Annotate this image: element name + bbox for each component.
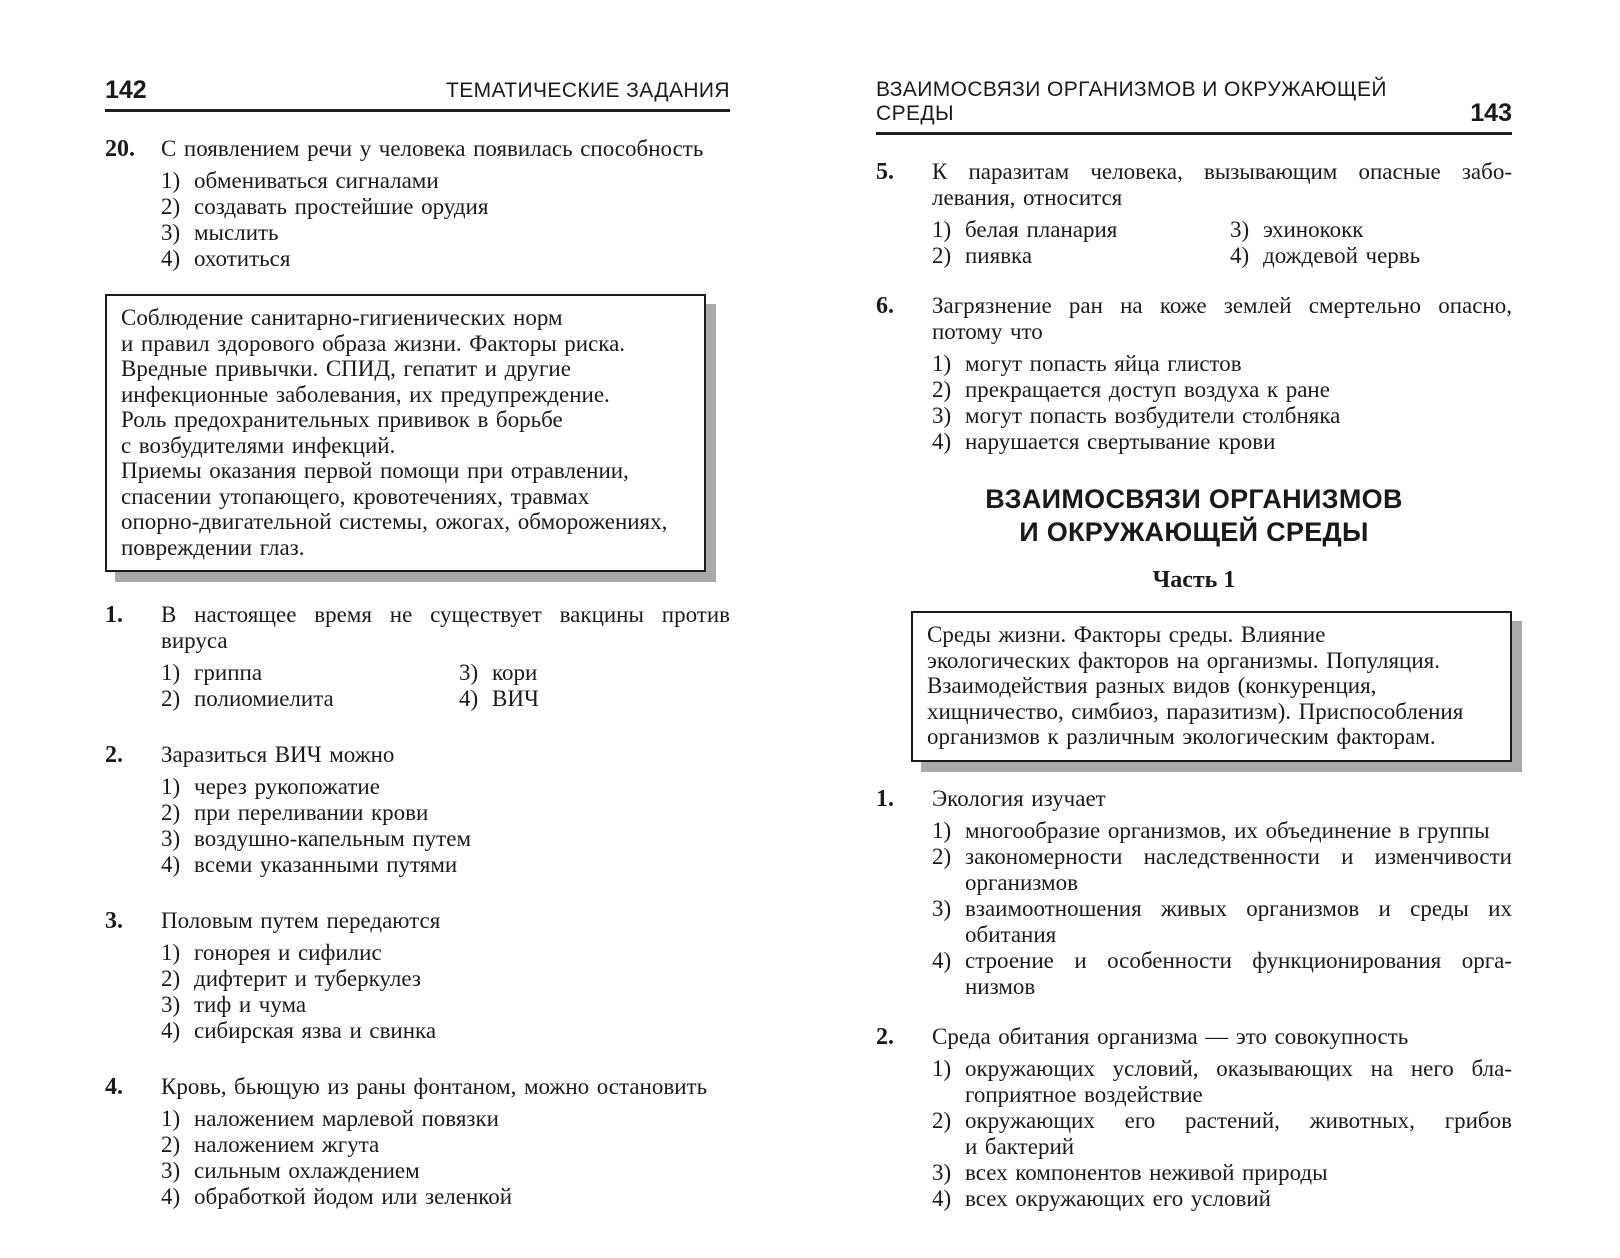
option-1 [161, 1106, 730, 1132]
running-title-left: ТЕМАТИЧЕСКИЕ ЗАДАНИЯ [446, 79, 730, 102]
question-body [161, 742, 730, 878]
options-list [161, 774, 730, 878]
section-title-line: И ОКРУЖАЮЩЕЙ СРЕДЫ [1019, 517, 1369, 547]
question-text-line: левания, относится [932, 185, 1123, 210]
option-4 [161, 1018, 730, 1044]
option-text [492, 686, 730, 712]
page-header-left [105, 78, 730, 112]
program-topics-line: Среды жизни. Факторы среды. Влияние [927, 622, 1326, 647]
option-text-line: при переливании крови [194, 800, 429, 825]
option-text [194, 246, 730, 272]
question-body [932, 1024, 1512, 1212]
page-content-right [876, 159, 1512, 1212]
option-text-line: обмениваться сигналами [194, 168, 439, 193]
option-text-line: многообразие организмов, их объединение в группы [965, 817, 1490, 843]
program-topics-line: с возбудителями инфекций. [121, 432, 396, 458]
question-number: 3. [105, 908, 123, 934]
option-number: 1) [161, 660, 181, 685]
option-number: 2) [161, 800, 181, 825]
option-number: 1) [161, 940, 181, 965]
question-text-line: К паразитам человека, вызывающим опасные забо- [932, 159, 1512, 184]
option-3 [459, 660, 730, 686]
page-number-right: 143 [1470, 99, 1512, 127]
option-number: 3) [932, 1159, 952, 1185]
page-content-left [105, 136, 730, 1210]
option-text [194, 220, 730, 246]
question-2 [876, 1024, 1512, 1212]
option-text-line: сильным охлаждением [194, 1158, 420, 1183]
option-text-line: и бактерий [965, 1133, 1075, 1159]
page-left-142 [105, 0, 730, 1210]
option-text [194, 852, 730, 878]
option-text-line: всех окружающих его условий [965, 1185, 1271, 1211]
option-text-line: полиомиелита [194, 686, 334, 711]
option-number: 3) [932, 895, 952, 921]
question-body [161, 908, 730, 1044]
option-text [965, 1056, 1512, 1108]
option-text-line: пиявка [965, 243, 1033, 268]
question-number: 4. [105, 1074, 123, 1100]
question-2 [105, 742, 730, 878]
question-text [932, 1024, 1512, 1050]
program-topics-line: инфекционные заболевания, их предупреждение. [121, 381, 610, 407]
option-number: 2) [161, 1132, 181, 1157]
option-4 [161, 852, 730, 878]
option-text [965, 1160, 1512, 1186]
option-text-line: ВИЧ [492, 686, 539, 711]
question-text [161, 602, 730, 654]
option-text [1263, 217, 1512, 243]
part-title: Часть 1 [1152, 567, 1236, 593]
option-text [965, 1108, 1512, 1160]
option-number: 1) [161, 774, 181, 799]
question-6 [876, 293, 1512, 455]
option-text-line: дождевой червь [1263, 243, 1421, 268]
option-text-line: нарушается свертывание крови [965, 429, 1276, 454]
question-text [161, 1074, 730, 1100]
question-20 [105, 136, 730, 272]
question-text-line: Заразиться ВИЧ можно [161, 742, 395, 767]
option-2 [161, 1132, 730, 1158]
option-text-line: прекращается доступ воздуха к ране [965, 377, 1330, 402]
options-list [932, 1056, 1512, 1212]
option-text-line: организмов [965, 869, 1078, 895]
program-topics-line: Взаимодействия разных видов (конкуренция, [927, 673, 1377, 698]
option-3 [161, 1158, 730, 1184]
option-2 [932, 1108, 1512, 1160]
option-3 [932, 896, 1512, 948]
program-topics-line: организмов к различным экологическим факторам. [927, 724, 1436, 749]
option-number: 3) [161, 220, 181, 245]
program-topics-line: Соблюдение санитарно-гигиенических норм [121, 305, 563, 330]
option-text [965, 243, 1230, 269]
option-text-line: дифтерит и туберкулез [194, 966, 421, 991]
section-title [876, 483, 1512, 549]
section-title-line: ВЗАИМОСВЯЗИ ОРГАНИЗМОВ [985, 484, 1403, 514]
option-text-line: взаимоотношения живых организмов и среды их [965, 895, 1512, 921]
option-number: 4) [161, 852, 181, 877]
program-topics-line: и правил здорового образа жизни. Факторы риска. [121, 330, 626, 356]
option-text [965, 818, 1512, 844]
program-topics-line: экологических факторов на организмы. Популяция. [927, 647, 1440, 673]
question-body [932, 293, 1512, 455]
option-text-line: мыслить [194, 220, 279, 245]
option-2 [932, 844, 1512, 896]
question-body [932, 159, 1512, 269]
option-text-line: гриппа [194, 660, 263, 685]
option-1 [932, 351, 1512, 377]
question-number: 1. [105, 602, 123, 628]
option-text-line: наложением марлевой повязки [194, 1106, 499, 1131]
option-1 [161, 940, 730, 966]
option-text-line: обработкой йодом или зеленкой [194, 1184, 513, 1209]
option-number: 3) [932, 403, 952, 428]
option-number: 3) [161, 992, 181, 1017]
option-text [1263, 243, 1512, 269]
option-3 [932, 403, 1512, 429]
question-body [161, 602, 730, 712]
option-4 [459, 686, 730, 712]
option-text-line: всеми указанными путями [194, 852, 458, 877]
option-text [194, 1106, 730, 1132]
option-text [194, 826, 730, 852]
option-4 [1230, 243, 1512, 269]
option-number: 4) [161, 246, 181, 271]
page-right-143 [876, 0, 1512, 1212]
option-text-line: охотиться [194, 246, 291, 271]
program-topics-line: повреждении глаз. [121, 534, 305, 560]
options-list [932, 351, 1512, 455]
option-number: 4) [932, 429, 952, 454]
option-2 [161, 966, 730, 992]
option-text-line: гонорея и сифилис [194, 940, 382, 965]
question-4 [105, 1074, 730, 1210]
program-topics-box [911, 611, 1512, 762]
option-text-line: закономерности наследственности и изменчивости [965, 843, 1512, 869]
option-text-line: тиф и чума [194, 992, 307, 1017]
option-number: 4) [932, 947, 952, 973]
question-text-line: Кровь, бьющую из раны фонтаном, можно остановить [161, 1074, 708, 1099]
option-text-line: окружающих его растений, животных, грибов [965, 1107, 1512, 1133]
option-1 [161, 774, 730, 800]
question-number: 20. [105, 136, 135, 162]
option-1 [932, 1056, 1512, 1108]
option-1 [932, 818, 1512, 844]
option-text-line: могут попасть возбудители столбняка [965, 403, 1341, 428]
options-list [161, 940, 730, 1044]
option-text [194, 1132, 730, 1158]
program-topics-line: спасении утопающего, кровотечениях, травмах [121, 483, 590, 509]
option-number: 4) [161, 1184, 181, 1209]
program-topics-line: опорно-двигательной системы, ожогах, обморожениях, [121, 509, 668, 534]
option-4 [161, 246, 730, 272]
options-list [161, 168, 730, 272]
option-number: 2) [932, 843, 952, 869]
page-header-right [876, 78, 1512, 135]
option-2 [161, 686, 459, 712]
option-2 [161, 194, 730, 220]
option-number: 2) [932, 243, 952, 268]
option-3 [161, 220, 730, 246]
options-list [932, 217, 1512, 269]
question-text-line: Половым путем передаются [161, 908, 441, 933]
option-number: 3) [459, 660, 479, 685]
option-1 [932, 217, 1230, 243]
option-number: 1) [932, 1055, 952, 1081]
question-3 [105, 908, 730, 1044]
question-text-line: потому что [932, 319, 1043, 344]
question-1 [876, 786, 1512, 1000]
option-4 [932, 1186, 1512, 1212]
option-number: 1) [932, 817, 952, 843]
option-1 [161, 168, 730, 194]
question-text [161, 908, 730, 934]
question-text-line: Среда обитания организма — это совокупность [932, 1023, 1409, 1049]
option-text [194, 194, 730, 220]
option-text [965, 217, 1230, 243]
option-text-line: могут попасть яйца глистов [965, 351, 1242, 376]
question-number: 5. [876, 159, 894, 185]
question-text-line: Загрязнение ран на коже землей смертельно опасно, [932, 293, 1512, 318]
options-list [161, 1106, 730, 1210]
question-text [932, 786, 1512, 812]
option-number: 4) [161, 1018, 181, 1043]
option-text-line: эхинококк [1263, 217, 1364, 242]
option-text-line: всех компонентов неживой природы [965, 1159, 1328, 1185]
option-text [194, 966, 730, 992]
option-number: 4) [1230, 243, 1250, 268]
option-text-line: кори [492, 660, 538, 685]
option-4 [161, 1184, 730, 1210]
option-2 [161, 800, 730, 826]
question-5 [876, 159, 1512, 269]
option-text-line: белая планария [965, 217, 1118, 242]
program-topics-line: хищничество, симбиоз, паразитизм). Приспособления [927, 698, 1464, 724]
option-text [194, 774, 730, 800]
running-title-right: ВЗАИМОСВЯЗИ ОРГАНИЗМОВ И ОКРУЖАЮЩЕЙ СРЕДЫ [876, 78, 1387, 125]
option-text-line: создавать простейшие орудия [194, 194, 489, 219]
program-topics-box [105, 294, 706, 572]
question-number: 2. [105, 742, 123, 768]
question-text [161, 742, 730, 768]
page-number-left: 142 [105, 76, 147, 104]
option-text [965, 429, 1512, 455]
question-text-line: вируса [161, 628, 228, 653]
option-number: 2) [161, 966, 181, 991]
option-number: 3) [161, 826, 181, 851]
option-number: 3) [1230, 217, 1250, 242]
option-text-line: гоприятное воздействие [965, 1081, 1203, 1107]
question-number: 2. [876, 1023, 894, 1050]
question-text-line: Экология изучает [932, 785, 1106, 811]
question-body [161, 1074, 730, 1210]
option-text [965, 896, 1512, 948]
option-number: 4) [459, 686, 479, 711]
option-text [194, 168, 730, 194]
option-number: 1) [161, 168, 181, 193]
option-text [965, 377, 1512, 403]
question-text [932, 293, 1512, 345]
option-text [194, 940, 730, 966]
option-text [965, 403, 1512, 429]
question-text [161, 136, 730, 162]
question-text-line: С появлением речи у человека появилась способность [161, 136, 704, 161]
option-number: 1) [932, 351, 952, 376]
option-text [194, 1018, 730, 1044]
option-text [965, 948, 1512, 1000]
option-3 [161, 992, 730, 1018]
option-3 [1230, 217, 1512, 243]
option-text-line: низмов [965, 973, 1036, 999]
option-text [194, 660, 459, 686]
question-1 [105, 602, 730, 712]
option-number: 1) [161, 1106, 181, 1131]
question-body [161, 136, 730, 272]
option-text [965, 351, 1512, 377]
program-topics-line: Вредные привычки. СПИД, гепатит и другие [121, 356, 571, 381]
option-text-line: наложением жгута [194, 1132, 380, 1157]
option-number: 2) [161, 686, 181, 711]
question-text-line: В настоящее время не существует вакцины против [161, 602, 730, 627]
option-text-line: воздушно-капельным путем [194, 826, 471, 851]
program-topics-line: Роль предохранительных прививок в борьбе [121, 407, 563, 432]
option-text [965, 1186, 1512, 1212]
option-2 [932, 377, 1512, 403]
option-number: 3) [161, 1158, 181, 1183]
option-text-line: сибирская язва и свинка [194, 1018, 437, 1043]
option-text [194, 1184, 730, 1210]
option-text-line: через рукопожатие [194, 774, 380, 799]
option-number: 2) [161, 194, 181, 219]
option-3 [932, 1160, 1512, 1186]
option-text [492, 660, 730, 686]
question-text [932, 159, 1512, 211]
option-4 [932, 429, 1512, 455]
option-number: 2) [932, 377, 952, 402]
program-topics-line: Приемы оказания первой помощи при отравлении, [121, 458, 629, 483]
option-number: 1) [932, 217, 952, 242]
option-number: 2) [932, 1107, 952, 1133]
option-1 [161, 660, 459, 686]
option-text-line: строение и особенности функционирования орга- [965, 947, 1512, 973]
option-2 [932, 243, 1230, 269]
option-text-line: окружающих условий, оказывающих на него бла- [965, 1055, 1512, 1081]
option-text-line: обитания [965, 921, 1057, 947]
options-list [161, 660, 730, 712]
option-4 [932, 948, 1512, 1000]
option-number: 4) [932, 1185, 952, 1211]
option-text [194, 800, 730, 826]
option-text [194, 1158, 730, 1184]
question-body [932, 786, 1512, 1000]
question-number: 1. [876, 785, 894, 812]
options-list [932, 818, 1512, 1000]
option-text [194, 992, 730, 1018]
option-text [965, 844, 1512, 896]
question-number: 6. [876, 293, 894, 319]
option-3 [161, 826, 730, 852]
option-text [194, 686, 459, 712]
